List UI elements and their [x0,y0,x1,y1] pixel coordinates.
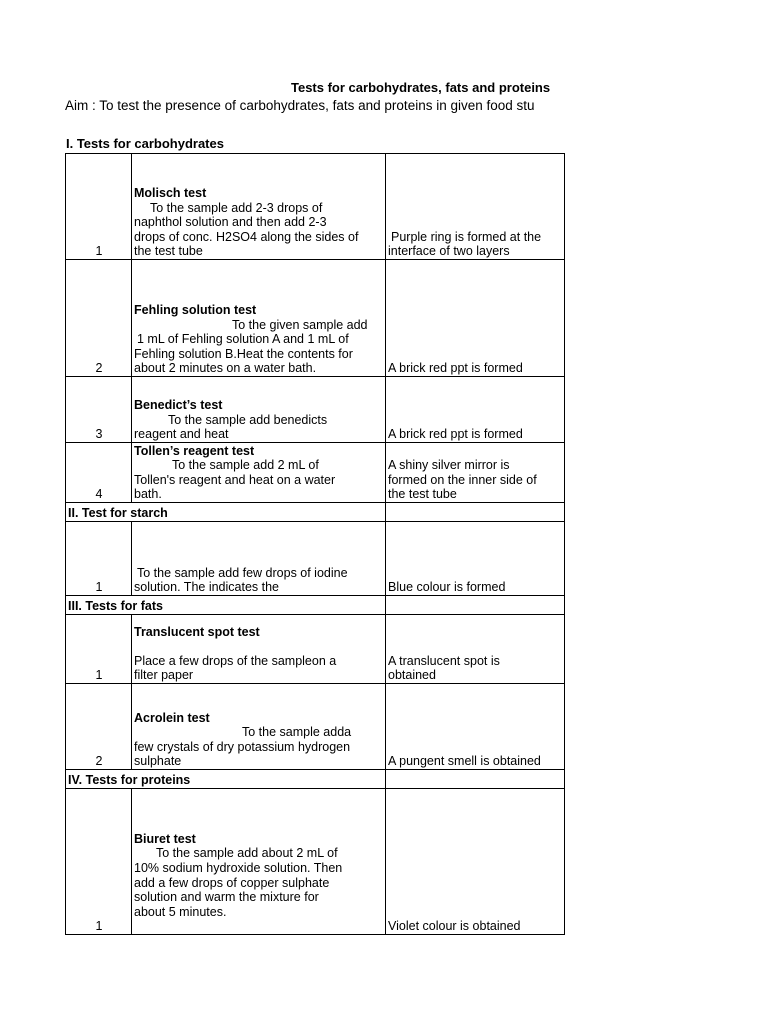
procedure-line: about 5 minutes. [134,904,227,919]
table-row [66,615,565,684]
spacer [134,639,384,654]
section-row [66,503,565,522]
procedure-line: solution. The indicates the [134,580,280,595]
section-heading-starch: II. Test for starch [66,503,386,522]
table-row [66,684,565,770]
procedure-line: add a few drops of copper sulphate [134,875,330,890]
test-name: Biuret test [134,831,196,846]
test-number: 4 [66,443,132,503]
table-row [66,377,565,443]
test-observation [386,789,565,935]
procedure-line: reagent and heat [134,427,229,442]
spacer [134,919,384,934]
observation-line: A pungent smell is obtained [388,754,541,769]
procedure-line: solution and warm the mixture for [134,890,319,905]
test-procedure [132,377,386,443]
test-number: 1 [66,789,132,935]
test-procedure [132,260,386,377]
procedure-line: Tollen's reagent and heat on a water [134,472,336,487]
table-row [66,522,565,596]
procedure-line: To the sample add 2 mL of [172,458,319,473]
table-row [66,154,565,260]
table-row [66,789,565,935]
procedure-line: sulphate [134,754,182,769]
test-observation [386,377,565,443]
test-procedure [132,443,386,503]
test-name: Fehling solution test [134,303,257,318]
procedure-line: 1 mL of Fehling solution A and 1 mL of [137,332,349,347]
procedure-line: naphthol solution and then add 2-3 [134,215,327,230]
procedure-line: Fehling solution B.Heat the contents for [134,346,353,361]
procedure-line: To the sample add few drops of iodine [137,565,348,580]
test-number: 1 [66,154,132,260]
procedure-line: drops of conc. H2SO4 along the sides of [134,229,359,244]
table-row [66,260,565,377]
procedure-line: To the sample add about 2 mL of [156,846,338,861]
procedure-line: 10% sodium hydroxide solution. Then [134,861,343,876]
test-procedure [132,154,386,260]
procedure-line: bath. [134,487,162,502]
test-number: 2 [66,684,132,770]
procedure-line: filter paper [134,668,194,683]
procedure-line: To the sample add benedicts [168,412,328,427]
procedure-line: the test tube [134,244,203,259]
test-number: 2 [66,260,132,377]
test-procedure [132,615,386,684]
section-row [66,770,565,789]
observation-line: Violet colour is obtained [388,919,521,934]
section-heading-proteins: IV. Tests for proteins [66,770,386,789]
observation-line: A brick red ppt is formed [388,427,523,442]
procedure-line: To the sample adda [242,725,352,740]
procedure-line: Place a few drops of the sampleon a [134,653,337,668]
procedure-line: To the given sample add [232,317,368,332]
test-procedure [132,522,386,596]
empty-cell [386,770,565,789]
test-name: Molisch test [134,186,207,201]
test-observation [386,154,565,260]
section-row [66,596,565,615]
observation-line: Purple ring is formed at the [391,229,542,244]
test-number: 3 [66,377,132,443]
tests-table [65,153,565,935]
observation-line: A shiny silver mirror is [388,458,510,473]
empty-cell [386,596,565,615]
test-procedure [132,789,386,935]
test-name: Translucent spot test [134,624,260,639]
test-observation [386,615,565,684]
page-title: Tests for carbohydrates, fats and proteins [291,80,551,95]
test-observation [386,260,565,377]
procedure-line: To the sample add 2-3 drops of [150,200,323,215]
test-name: Benedict’s test [134,398,223,413]
test-observation [386,443,565,503]
test-procedure [132,684,386,770]
procedure-line: about 2 minutes on a water bath. [134,361,317,376]
empty-cell [386,503,565,522]
observation-line: the test tube [388,487,457,502]
observation-line: A translucent spot is [388,653,500,668]
procedure-line: few crystals of dry potassium hydrogen [134,739,351,754]
observation-line: interface of two layers [388,244,510,259]
section-heading-carbohydrates: I. Tests for carbohydrates [66,136,224,151]
aim-text: Aim : To test the presence of carbohydrates, fats and proteins in given food stu [65,98,535,113]
observation-line: formed on the inner side of [388,472,537,487]
observation-line: obtained [388,668,436,683]
observation-line: Blue colour is formed [388,580,506,595]
section-heading-fats: III. Tests for fats [66,596,386,615]
table-row [66,443,565,503]
test-number: 1 [66,615,132,684]
test-number: 1 [66,522,132,596]
test-name: Acrolein test [134,710,210,725]
test-observation [386,522,565,596]
test-observation [386,684,565,770]
observation-line: A brick red ppt is formed [388,361,523,376]
test-name: Tollen’s reagent test [134,443,255,458]
